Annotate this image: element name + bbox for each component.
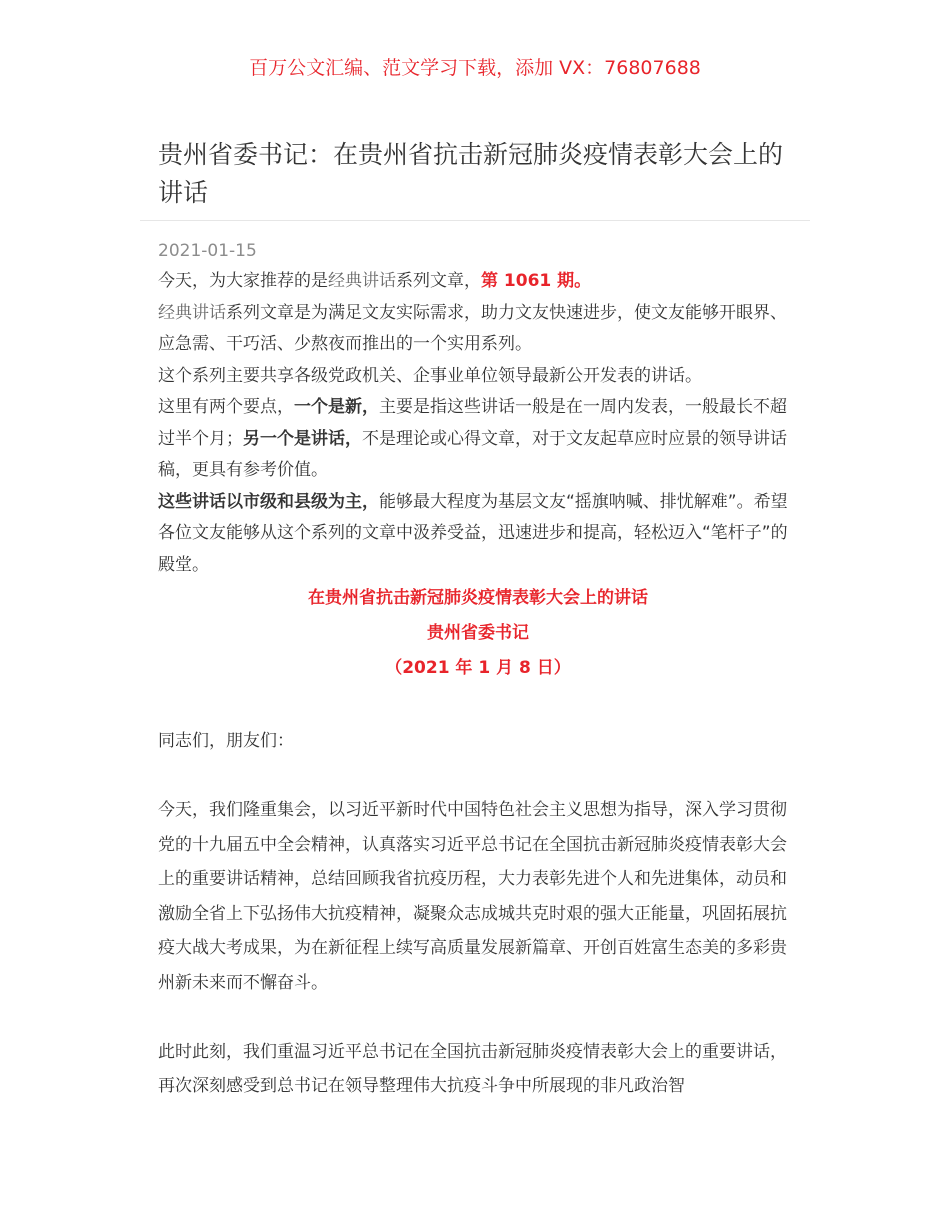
article-intro	[158, 266, 798, 686]
speech-body	[158, 724, 798, 1104]
series-name: 经典讲话	[158, 302, 226, 323]
key-point-level: 这些讲话以市级和县级为主，	[158, 491, 379, 512]
series-name: 经典讲话	[328, 271, 396, 291]
issue-number: 第 1061 期。	[481, 271, 592, 291]
intro-paragraph-2	[158, 298, 798, 361]
intro-text: 能够最大程度为基层文友“摇旗呐喊、排忧解难”。希望各位文友能够从这个系列的文章中汲养受益，迅速进步和提高，轻松迈入“笔杆子”的殿堂。	[158, 491, 788, 575]
title-divider	[140, 220, 810, 221]
intro-text: 系列文章，	[396, 271, 481, 291]
speech-paragraph-1: 今天，我们隆重集会，以习近平新时代中国特色社会主义思想为指导，深入学习贯彻党的十九届五中全会精神，认真落实习近平总书记在全国抗击新冠肺炎疫情表彰大会上的重要讲话精神，总结回顾我省抗疫历程，大力表彰先进个人和先进集体，动员和激励全省上下弘扬伟大抗疫精神，凝聚众志成城共克时艰的强大正能量，巩固拓展抗疫大战大考成果，为在新征程上续写高质量发展新篇章、开创百姓富生态美的多彩贵州新未来而不懈奋斗。	[158, 800, 787, 993]
intro-text: 这里有两个要点，	[158, 397, 294, 417]
speech-title: 在贵州省抗击新冠肺炎疫情表彰大会上的讲话	[308, 588, 648, 608]
speech-speaker: 贵州省委书记	[427, 623, 529, 643]
paragraph-gap	[158, 759, 798, 794]
intro-paragraph-3: 这个系列主要共享各级党政机关、企事业单位领导最新公开发表的讲话。	[158, 365, 702, 386]
salutation: 同志们，朋友们：	[158, 731, 294, 751]
download-banner: 百万公文汇编、范文学习下载，添加 VX：76807688	[249, 57, 701, 79]
speech-date: （2021 年 1 月 8 日）	[385, 658, 571, 678]
intro-paragraph-1	[158, 266, 798, 298]
intro-paragraph-5	[158, 487, 798, 582]
publish-date: 2021-01-15	[158, 241, 257, 261]
key-point-speech: 另一个是讲话，	[243, 428, 362, 449]
intro-text: 不是理论或心得文章，对于文友起草应时应景的领导讲话稿，更具有参考价值。	[158, 428, 787, 480]
key-point-new: 一个是新，	[294, 397, 379, 417]
article-title: 贵州省委书记：在贵州省抗击新冠肺炎疫情表彰大会上的讲话	[158, 140, 784, 207]
intro-text: 主要是指这些讲话一般是在一周内发表，一般最长不超过半个月；	[158, 397, 787, 449]
speech-paragraph-2: 此时此刻，我们重温习近平总书记在全国抗击新冠肺炎疫情表彰大会上的重要讲话，再次深刻感受到总书记在领导整理伟大抗疫斗争中所展现的非凡政治智	[158, 1041, 787, 1096]
paragraph-gap	[158, 1000, 798, 1035]
intro-text: 今天，为大家推荐的是	[158, 271, 328, 291]
intro-text: 系列文章是为满足文友实际需求，助力文友快速进步，使文友能够开眼界、应急需、干巧活、少熬夜而推出的一个实用系列。	[158, 302, 787, 354]
intro-paragraph-4	[158, 392, 798, 487]
